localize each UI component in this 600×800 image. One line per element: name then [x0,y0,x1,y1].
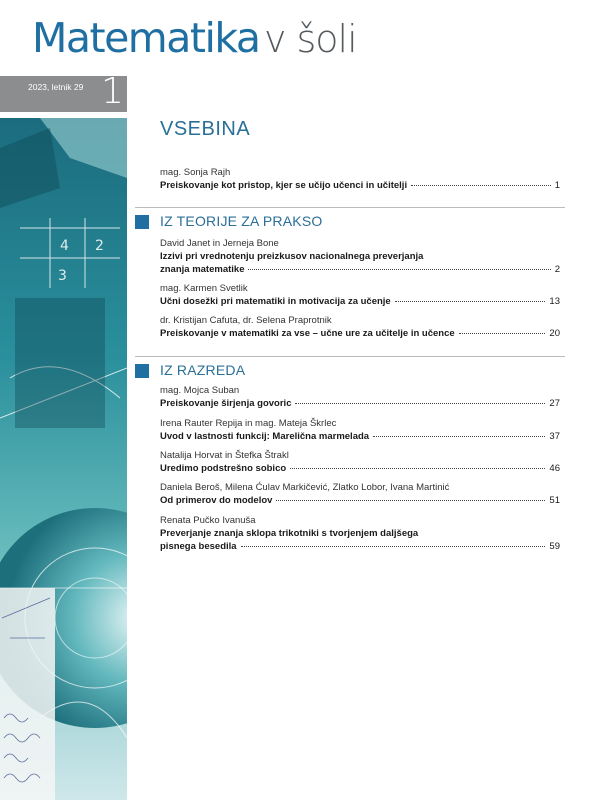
toc-entry[interactable] [160,384,560,410]
toc-entry[interactable] [160,417,560,443]
svg-text:4: 4 [60,238,69,254]
entry-author: Natalija Horvat in Štefka Štrakl [160,450,289,461]
section-divider [135,207,565,208]
toc-entry[interactable] [160,514,560,553]
section-marker-icon [135,215,149,229]
toc-entry-intro[interactable] [160,166,560,192]
entry-author: Irena Rauter Repija in mag. Mateja Škrlec [160,418,337,429]
toc-entry[interactable] [160,481,560,507]
entry-author: Daniela Beroš, Milena Ćulav Markičević, Zlatko Lobor, Ivana Martinić [160,482,450,493]
cover-image [0,118,127,800]
entry-page-number: 37 [549,431,560,442]
entry-author: mag. Sonja Rajh [160,167,231,178]
dot-leader [248,269,550,270]
dot-leader [295,403,545,404]
svg-text:2: 2 [95,238,104,254]
dot-leader [459,333,546,334]
dot-leader [241,546,546,547]
toc-entry[interactable] [160,237,560,276]
entry-title: znanja matematike [160,264,245,275]
entry-page-number: 13 [549,296,560,307]
entry-page-number: 46 [549,463,560,474]
entry-title: Preiskovanje širjenja govoric [160,398,292,409]
entry-page-number: 20 [549,328,560,339]
dot-leader [373,436,545,437]
issue-label: 2023, letnik 29 [28,82,84,92]
dot-leader [411,185,551,186]
section-marker-icon [135,364,149,378]
entry-title-line [160,494,560,507]
toc-heading: VSEBINA [160,118,251,140]
table-of-contents [135,0,565,800]
entry-title-line [160,540,560,553]
entry-title-line [160,462,560,475]
section-title-iz-teorije: IZ TEORIJE ZA PRAKSO [160,213,323,229]
cover-illustration [0,118,127,800]
entry-author: mag. Mojca Suban [160,385,240,396]
entry-page-number: 51 [549,495,560,506]
entry-page-number: 27 [549,398,560,409]
toc-entry[interactable] [160,282,560,308]
dot-leader [395,301,546,302]
entry-title-line [160,397,560,410]
entry-title-first-line: Izzivi pri vrednotenju preizkusov nacionalnega preverjanja [160,251,424,262]
entry-page-number: 59 [549,541,560,552]
entry-title: Od primerov do modelov [160,495,273,506]
entry-author: David Janet in Jerneja Bone [160,238,279,249]
dot-leader [290,468,545,469]
toc-entry[interactable] [160,314,560,340]
section-title-iz-razreda: IZ RAZREDA [160,362,246,378]
entry-title-line [160,295,560,308]
entry-title-first-line: Preverjanje znanja sklopa trikotniki s tvorjenjem daljšega [160,528,419,539]
entry-title: Preiskovanje kot pristop, kjer se učijo učenci in učitelji [160,180,408,191]
entry-author: Renata Pučko Ivanuša [160,515,256,526]
entry-title: Učni dosežki pri matematiki in motivacija za učenje [160,296,391,307]
entry-title: Uvod v lastnosti funkcij: Marelična marmelada [160,431,370,442]
section-divider [135,356,565,357]
entry-page-number: 2 [554,264,560,275]
entry-author: mag. Karmen Svetlik [160,283,248,294]
entry-author: dr. Kristijan Cafuta, dr. Selena Praprotnik [160,315,332,326]
entry-title: Uredimo podstrešno sobico [160,463,287,474]
svg-text:3: 3 [58,268,67,284]
entry-title-line [160,263,560,276]
entry-title-line [160,179,560,192]
masthead-title-main: Matematika [32,14,260,62]
masthead-title-rest: v šoli [263,17,357,61]
dot-leader [276,500,545,501]
entry-title: pisnega besedila [160,541,237,552]
entry-title-line [160,430,560,443]
entry-title-line [160,327,560,340]
toc-entry[interactable] [160,449,560,475]
entry-page-number: 1 [554,180,560,191]
issue-number: 1 [101,71,124,112]
entry-title: Preiskovanje v matematiki za vse – učne ure za učitelje in učence [160,328,455,339]
